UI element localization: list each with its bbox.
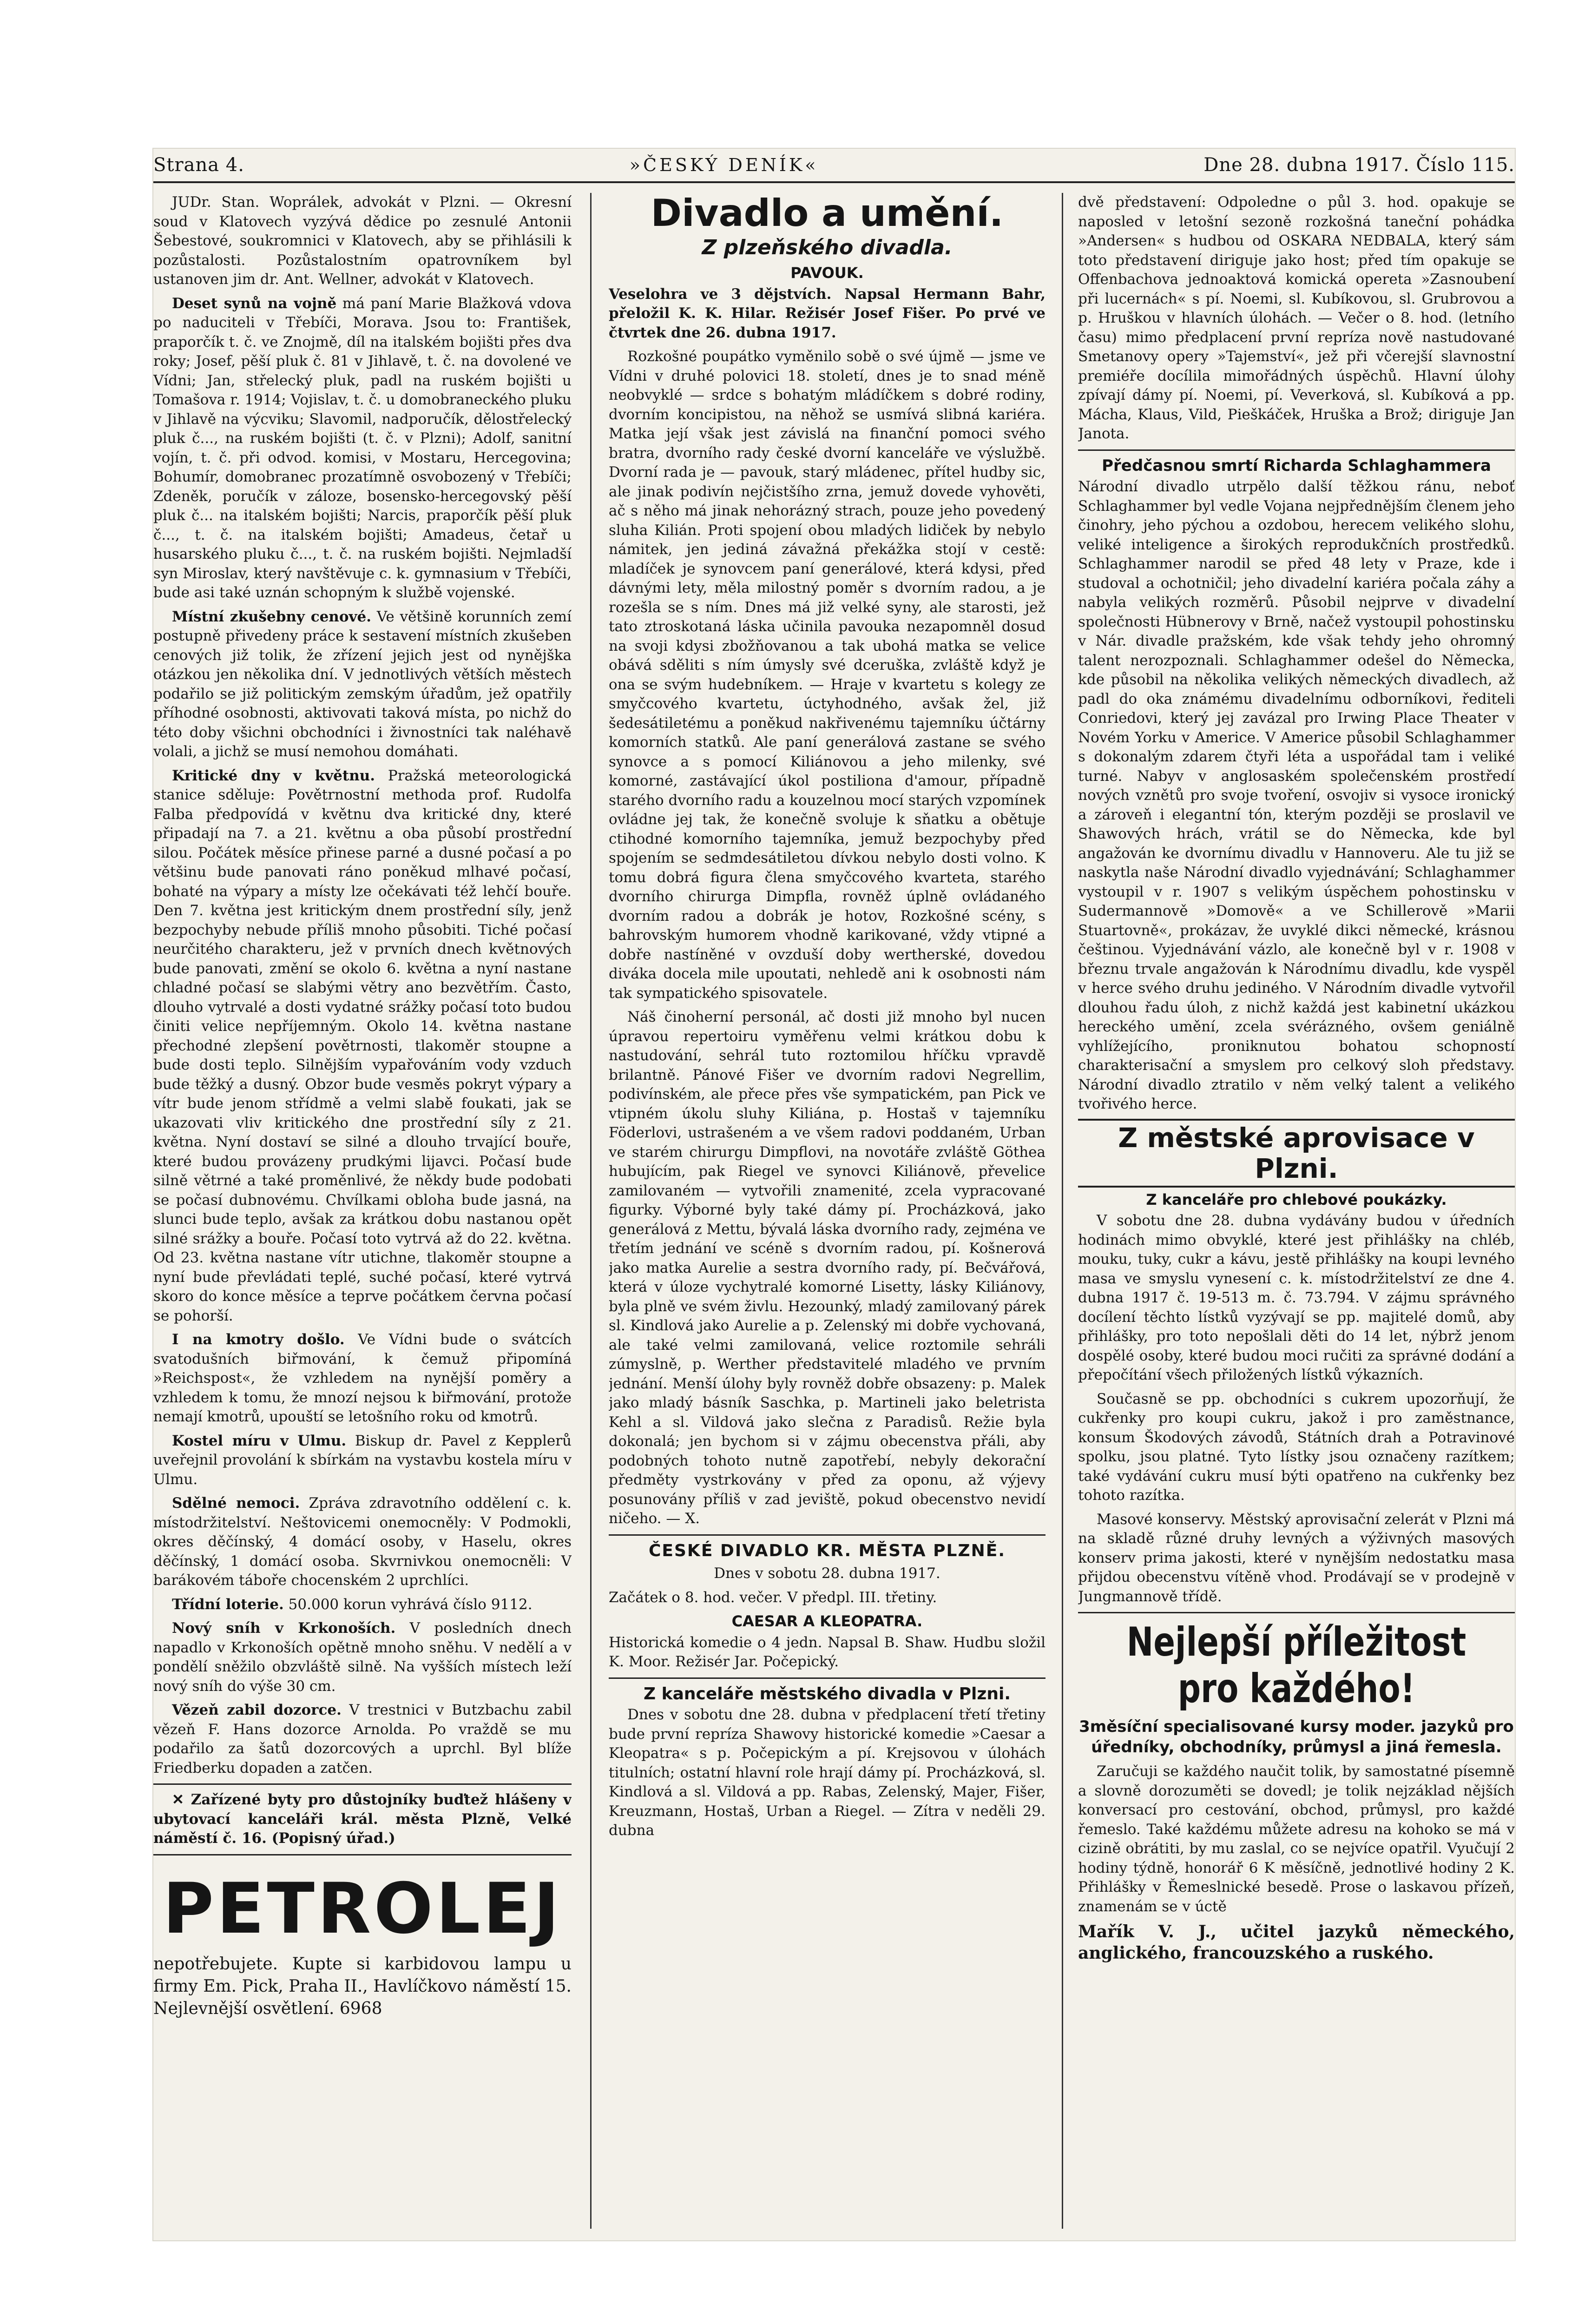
column-divider — [590, 193, 592, 2229]
ad-language-body: Zaručuji se každého naučit tolik, by samostatné písemně a slovně dorozuměti se dovedl; je tolik nejzáklad nějších konversací pro cestování, obchod, průmysl, pro každé řemeslo. Také každému můžete adresu na kohoko se má v cizině obrátiti, by mu zaslal, co se nejvíce opatřil. Vyučují 2 hodiny týdně, honorář 6 K měsíčně, jednotlivé hodiny 2 K. Přihlášky v Řemeslnické besedě. Prose o laskavou přízeň, znamenám se v úctě — [1078, 1763, 1515, 1915]
article-lead: Sdělné nemoci. — [172, 1495, 300, 1512]
date-issue: Dne 28. dubna 1917. Číslo 115. — [1203, 154, 1515, 176]
theater-program: dvě představení: Odpoledne o půl 3. hod. opakuje se naposled v letošní sezoně rozkošná taneční pohádka »Andersen« s hudbou od OSKARA NEDBALA, který sám toto představení diriguje jako host; před tím opakuje se Offenbachova jednoaktová komická opereta »Zasnoubení při lucernách« s pí. Noemi, sl. Kubíkovou, sl. Grubrovou a p. Hruškou v hlavních úlohách. — Večer o 8. hod. (letního času) mimo předplacení první repríza nově nastudované Smetanovy opery »Tajemství«, jež při včerejší slavnostní premiéře docílila mimořádných úspěchů. Hlavní úlohy zpívají dámy pí. Noemi, pí. Veverková, sl. Kubíková a pp. Mácha, Klaus, Vild, Pieškáček, Hruška a Brož; diriguje Jan Janota. — [1078, 194, 1515, 442]
article-body: Zpráva zdravotního oddělení c. k. místodržitelství. Neštovicemi onemocněly: V Podmokli, okres děčínský, 4 domácí osoby, v Haselu, okres děčínský, 1 domácí osoba. Skvrnivkou onemocněli: V barákovém táboře chocenském 2 uprchlíci. — [153, 1495, 572, 1589]
article-body: Ve Vídni bude o svátcích svatodušních biřmování, k čemuž připomíná »Reichspost«, že vzhledem na nynější poměry a vzhledem k tomu, že mnozí nejsou k biřmování, protože nemají kmotrů, upouští se letošního roku od kmotrů. — [153, 1331, 572, 1425]
article-lead: Nový sníh v Krkonoších. — [172, 1620, 396, 1637]
article-body: Biskup dr. Pavel z Kepplerů uveřejnil provolání k sbírkám na vystavbu kostela míru v Ulmu. — [153, 1432, 572, 1488]
page-number: Strana 4. — [153, 154, 244, 176]
theater-name: ČESKÉ DIVADLO KR. MĚSTA PLZNĚ. — [648, 1541, 1006, 1560]
review-text: Rozkošné poupátko vyměnilo sobě o své újmě — jsme ve Vídni v druhé polovici 18. století, dnes je to snad méně neobvyklé — srdce s bohatým mládíčkem s dobré rodiny, dvorním koncipistou, na něhož se usmívá slibná kariéra. Matka její však jest závislá na finanční pomoci svého bratra, dvorního rady české dvorní kanceláře ve výslužbě. Dvorní rada je — pavouk, starý mládenec, přítel hudby sic, ale jinak podivín nejčistšího zrna, jemuž dovede vyhověti, ač s něho má jinak nehorázný strach, pouze jeho povedený sluha Kilián. Proti spojení obou mladých lidiček by nebylo námitek, jen jediná závažná překážka stojí v cestě: mladíček je synovcem paní generálové, která kdysi, před dávnými lety, měla milostný poměr s dvorním radou, a je rozešla se s ním. Dnes má již velké syny, ale starosti, jež tato ztroskotaná láska učinila pavouka nezapomněl dosud na svoji kdysi zbožňovanou a tak ubohá matka se velice obává sděliti s ním úmysly své dceruška, zvláště když je ona se svým hudebníkem. — Hraje v kvartetu s kolegy ze smyčcového kvartetu, úctyhodného, avšak žel, již šedesátiletému a poněkud nakřivenému tajemníku účtárny komorních statků. Ale paní generálová zastane se svého synovce a s pomocí Kiliánovou a jeho milenky, své komorné, zastávající úkol postiliona d'amour, případně starého dvorního radu a kouzelnou mocí starých vzpomínek ovládne jej tak, že konečně svoluje k sňatku a obětuje ctihodné komorního tajemníka, jemuž bezpochyby před spojením se sedmdesátiletou dívkou nebylo dosti volno. K tomu dobrá figura člena smyčcového kvarteta, starého dvorního chirurga Dimpfla, rovněž úplně ovládaného dvorním radou a dobrák je hotov, Rozkošné scény, s bahrovským humorem vhodně karikované, vždy vtipné a dobře nastíněné v ovzduší doby wertherské, dovedou diváka docela mile upoutati, nehledě ani k osobnosti nám tak sympatického spisovatele. — [609, 348, 1045, 1002]
obituary-text: Národní divadlo utrpělo další těžkou ránu, neboť Schlaghammer byl vedle Vojana nejpřednějším členem jeho činohry, jeho pýchou a ozdobou, herecem velikého slohu, veliké inteligence a širokých reprodukčních prostředků. Schlaghammer narodil se před 48 lety v Praze, kde i studoval a ochotničil; jeho divadelní kariéra počala záhy a nabyla velikých rozměrů. Působil nejprve v divadelní společnosti Hübnerovy v Brně, načež vystoupil pohostinsku v Nár. divadle pražském, kde však tehdy jeho ohromný talent nerozpoznali. Schlaghammer odešel do Německa, kde působil na několika velikých německých divadlech, až padl do oka známému divadelnímu odborníkovi, řediteli Conriedovi, který jej zavázal pro Irwing Place Theater v Novém Yorku v Americe. V Americe působil Schlaghammer s dokonalým zdarem čtyři léta a uspořádal tam i veliké turné. Nabyv v anglosaském společenském prostředí nových vznětů pro svoje tvoření, osvojiv si vysoce ironický a zároveň i elegantní tón, kterým později se proslavil ve Shawových hrách, vrátil se do Německa, kde byl angažován ke dvornímu divadlu v Hannoveru. Ale tu již se naskytla naše Národní divadlo vyjednávání; Schlaghammer vystoupil v r. 1907 s velikým úspěchem pohostinsku v Sudermannově »Domově« a ve Schillerově »Marii Stuartovně«, prokázav, že uvyklé dikci německé, krásnou češtinou. Vyjednávání vázlo, ale konečně byl v r. 1908 v březnu trvale angažován k Národnímu divadlu, kde vyspěl v herce svého druhu jediného. V Národním divadle vytvořil dlouhou řadu úloh, z nichž každá jest kabinetní ukázkou hereckého umění, zcela svérázného, ovšem geniálně vyhlížejícího, proniknutou bohatou schopností charakterisační a smyslem pro celkový sloh představy. Národní divadlo ztratilo v něm velký talent a velikého tvořivého herce. — [1078, 478, 1515, 1112]
office-text: Dnes v sobotu dne 28. dubna v předplacení třetí třetiny bude první repríza Shawovy historické komedie »Caesar a Kleopatra« s p. Počepickým a pí. Krejsovou v úlohách titulních; ostatní hlavní role hrají dámy pí. Procházková, sl. Kindlová a sl. Vildová a pp. Rabas, Zelenský, Majer, Fišer, Kreuzmann, Hostaš, Urban a Riegel. — Zítra v neděli 29. dubna — [609, 1706, 1045, 1839]
article-tridni — [153, 1595, 572, 1615]
article-snih — [153, 1619, 572, 1696]
divider — [609, 1534, 1045, 1536]
play-title: PAVOUK. — [790, 264, 864, 282]
column-theater — [609, 193, 1045, 2229]
meat-text: Masové konservy. Městský aprovisační zelerát v Plzni má na skladě různé druhy levných a výživných masových konserv prima jakosti, které v nynějším nedostatku masa přijdou obecenstvu vítěně vhod. Prodávají se v prodejně v Jungmannově třídě. — [1078, 1511, 1515, 1605]
tonight-credits: Historická komedie o 4 jedn. Napsal B. Shaw. Hudbu složil K. Moor. Režisér Jar. Počepický. — [609, 1634, 1045, 1670]
page-header — [153, 149, 1515, 183]
article-kriticke — [153, 766, 572, 1326]
article-kostel — [153, 1432, 572, 1490]
article-lead: Kostel míru v Ulmu. — [172, 1432, 347, 1449]
notice-byty: ✕ Zařízené byty pro důstojníky buďtež hlášeny v ubytovací kanceláři král. města Plzně, Velké náměstí č. 16. (Popisný úřad.) — [153, 1791, 572, 1847]
column-misc — [1078, 193, 1515, 2229]
today-line: Dnes v sobotu 28. dubna 1917. — [714, 1565, 940, 1582]
review-text-cast: Náš činoherní personál, ač dosti již mnoho byl nucen úpravou repertoiru vyměřenu velmi krátkou dobu k nastudování, sehrál tuto roztomilou hříčku vpravdě brilantně. Pánové Fišer ve dvorním radovi Negrellim, podivínském, ale přece přes vše sympatickém, pan Pick ve vtipném úkolu sluhy Kiliána, p. Hostaš v tajemníku Föderlovi, ustrašeném a ve všem radovi poddaném, Urban ve starém chirurgu Dimpflovi, na novotáře zvláště Göthea hubujícím, pak Riegel ve synovci Kiliánově, převelice zamilovaném — vytvořili znamenité, zcela vypracované figurky. Výborné byly také dámy pí. Procházková, jako generálová z Mettu, bývalá láska dvorního rady, zejména ve třetím jednání ve scéně s dvorním radou, pí. Košnerová jako matka Aurelie a sestra dvorního rady, pí. Bečvářová, která v úloze vychytralé komorné Lisetty, lásky Kiliánovy, byla plně ve svém živlu. Hezounký, mladý zamilovaný párek sl. Kindlová jako Aurelie a p. Zelenský mi dobře vychovaná, ale také velmi zamilovaná, velice roztomile sehráli zúmyslně, p. Werther představitelé mladého ve prvním jednání. Menší úlohy byly rovněž dobře obsazeny: p. Malek jako mladý básník Saschka, p. Martineli jako beletrista Kehl a sl. Vildová jako slečna z Paradisů. Režie byla dokonalá; jen bychom si v zájmu obecenstva přáli, aby podobných tohoto nutně zapotřebí, nebyly dekorační předměty vystrkovány v před za oponu, až výjevy posunovány příliš v zad jeviště, pokud obecenstvo nevidí ničeho. — X. — [609, 1009, 1045, 1527]
masthead: »ČESKÝ DENÍK« — [629, 155, 819, 175]
article-vezen — [153, 1701, 572, 1778]
tonight-play: CAESAR A KLEOPATRA. — [731, 1612, 923, 1630]
article-lead: I na kmotry došlo. — [172, 1331, 345, 1348]
ad-language-headline: Nejlepší příležitost pro každého! — [1126, 1619, 1466, 1712]
aprovisace-title: Z městské aprovisace v Plzni. — [1078, 1119, 1515, 1188]
article-mistni — [153, 607, 572, 762]
article-lead: Místní zkušebny cenové. — [172, 608, 372, 625]
article-kmotry — [153, 1330, 572, 1427]
obituary-heading: Předčasnou smrtí Richarda Schlaghammera — [1102, 456, 1491, 475]
play-credits: Veselohra ve 3 dějstvích. Napsal Hermann Bahr, přeložil K. K. Hilar. Režisér Josef Fišer. Po prvé ve čtvrtek dne 26. dubna 1917. — [609, 285, 1045, 341]
bread-text: V sobotu dne 28. dubna vydávány budou v úředních hodinách mimo obvyklé, které jest přihlášky na chléb, mouku, tuky, cukr a kávu, jestě přihlášky na koupi levného masa ve smyslu vynesení c. k. místodržitelství ze dne 4. dubna 1917 č. 19-513 m. č. 73.794. V zájmu správného docílení těchto lístků vyzývají se pp. majitelé domů, aby přihlášky, pro toto nepošlali děti do 14 let, nýbrž jenom dospělé osoby, které budou moci ručiti za správné dodání a přepočítání všech přiložených lístků výkazních. — [1078, 1212, 1515, 1383]
article-body: V trestnici v Butzbachu zabil vězeň F. Hans dozorce Arnolda. Po vraždě se mu podařilo za šatů dozorcových a uprchl. Byl blíže Friedberku dopaden a zatčen. — [153, 1702, 572, 1776]
article-lead: Vězeň zabil dozorce. — [172, 1702, 342, 1718]
divider — [153, 1854, 572, 1855]
article-lead: Deset synů na vojně — [172, 295, 337, 312]
article-sdelne — [153, 1494, 572, 1591]
article-lead: Třídní loterie. — [172, 1596, 284, 1613]
newspaper-page — [153, 149, 1515, 2240]
article-deset — [153, 294, 572, 603]
ad-petrolej-title: PETROLEJ — [163, 1868, 562, 1949]
ad-language-sub: 3měsíční specialisované kursy moder. jazyků pro úředníky, obchodníky, průmysl a jiná řemesla. — [1079, 1717, 1514, 1756]
divider — [153, 1783, 572, 1785]
article-body: má paní Marie Blažková vdova po naduciteli v Třebíči, Morava. Jsou to: František, praporčík t. č. ve Znojmě, díl na italském bojišti přes dva roky; Josef, pěší pluk č. 81 v Jihlavě, t. č. na dovolené ve Vídni; Jan, střelecký pluk, padl na ruském bojišti u Tomašova r. 1914; Vojislav, t. č. u domobraneckého pluku v Jihlavě na výcviku; Slavomil, nadporučík, dělostřelecký pluk č..., na ruském bojišti (t. č. v Plzni); Adolf, sanitní vojín, t. č. při odvod. komisi, v Mostaru, Hercegovina; Bohumír, domobranec prozatímně osvobozený v Třebíči; Zdeněk, poručík v záloze, bosensko-hercegovský pěší pluk č... na italském bojišti; Narcis, praporčík pěší pluk č..., t. č. na italském bojišti; Amadeus, četař u husarského pluku č..., t. č. na ruském bojišti. Nejmladší syn Miroslav, který navštěvuje c. k. gymnasium v Třebíči, bude asi také uznán schopným k službě vojenské. — [153, 295, 572, 601]
start-line: Začátek o 8. hod. večer. V předpl. III. třetiny. — [609, 1589, 937, 1606]
ad-petrolej-text: nepotřebujete. Kupte si karbidovou lampu u firmy Em. Pick, Praha II., Havlíčkovo náměstí 15. Nejlevnější osvětlení. 6968 — [153, 1954, 572, 2018]
bread-heading: Z kanceláře pro chlebové poukázky. — [1146, 1190, 1447, 1208]
article-body: 50.000 korun vyhrává číslo 9112. — [283, 1596, 533, 1613]
column-divider — [1062, 193, 1063, 2229]
section-subtitle: Z plzeňského divadla. — [702, 236, 953, 259]
section-title: Divadlo a umění. — [651, 193, 1004, 235]
sugar-text: Současně se pp. obchodníci s cukrem upozorňují, že cukřenky pro koupi cukru, jakož i pro zaměstnance, konsum Škodových závodů, Státních drah a Potravinové spolku, jsou platné. Tyto lístky jsou označeny razítkem; také vydávání cukru musí býti opatřeno na cukřenky bez tohoto razítka. — [1078, 1390, 1515, 1504]
divider — [1078, 449, 1515, 451]
ad-language-signature: Mařík V. J., učitel jazyků německého, anglického, francouzského a ruského. — [1078, 1922, 1515, 1963]
article-body: Ve většině korunních zemí postupně přivedeny práce k sestavení místních zkušeben cenových již tolik, že zřízení jejich jest od nynějška otázkou jen několika dní. V jednotlivých větších městech podařilo se již politickým zemským úřadům, jež opatřily příhodné osobnosti, aktivovati taková místa, po nichž do této doby všichni obchodníci i živnostníci tak naléhavě volali, a jichž se musí nemohou domáhati. — [153, 608, 572, 760]
column-local-news — [153, 193, 572, 2229]
article-body: Pražská meteorologická stanice sděluje: Povětrnostní methoda prof. Rudolfa Falba předpovídá v květnu dva kritické dny, které připadají na 7. a 21. květnu a oba působí prostřední silou. Počátek měsíce přinese parné a dusné počasí a po většinu bude panovati ráno poněkud mlhavé počasí, bohaté na výpary a místy lze očekávati též lehčí bouře. Den 7. května jest kritickým dnem prostřední síly, jenž bezpochyby nebude příliš mnoho působiti. Tiché počasí neurčitého charakteru, jež v prvních dnech květnových bude panovati, změní se okolo 6. května a nyní nastane chladné počasí se slabými větry ano bezvětřím. Často, dlouho vytrvalé a dosti vydatné srážky počasí toto budou činiti velice nepříjemným. Okolo 14. května nastane přechodné zlepšení povětrnosti, tlakoměr stoupne a bude dosti teplo. Silnějším vypařováním vody vzduch bude těžký a dusný. Obzor bude vesměs pokryt výpary a vítr bude jenom střídmě a velmi slabě foukati, jak se ukazovati vliv kritického dne prostřední síly z 21. května. Nyní dostaví se silné a dlouho trvající bouře, které budou provázeny prudkými lijavci. Počasí bude silně větrné a také proměnlivé, že někdy bude podobati se počasí dubnovému. Chvílkami obloha bude jasná, na slunci bude teplo, avšak za krátkou dobu nastanou opět silné srážky a bouře. Počasí toto vytrvá až do 22. května. Od 23. května nastane vítr utichne, tlakoměr stoupne a nyní bude převládati teplé, suché počasí, které vytrvá skoro do konce měsíce a teprve počátkem června počasí se pohorší. — [153, 767, 572, 1324]
office-heading: Z kanceláře městského divadla v Plzni. — [644, 1684, 1011, 1703]
divider — [1078, 1612, 1515, 1613]
article-intro: JUDr. Stan. Woprálek, advokát v Plzni. — Okresní soud v Klatovech vyzývá dědice po zesnulé Antonii Šebestové, soukromnici v Klatovech, aby se přihlásili k pozůstalosti. Pozůstalostním opatrovníkem byl ustanoven jim dr. Ant. Wellner, advokát v Klatovech. — [153, 194, 572, 288]
article-lead: Kritické dny v květnu. — [172, 767, 375, 784]
divider — [609, 1677, 1045, 1679]
article-body: V posledních dnech napadlo v Krkonoších opětně mnoho sněhu. V nedělí a v pondělí sněžilo obzvláště silně. Na vyšších místech leží nový sníh do výše 30 cm. — [153, 1620, 572, 1695]
